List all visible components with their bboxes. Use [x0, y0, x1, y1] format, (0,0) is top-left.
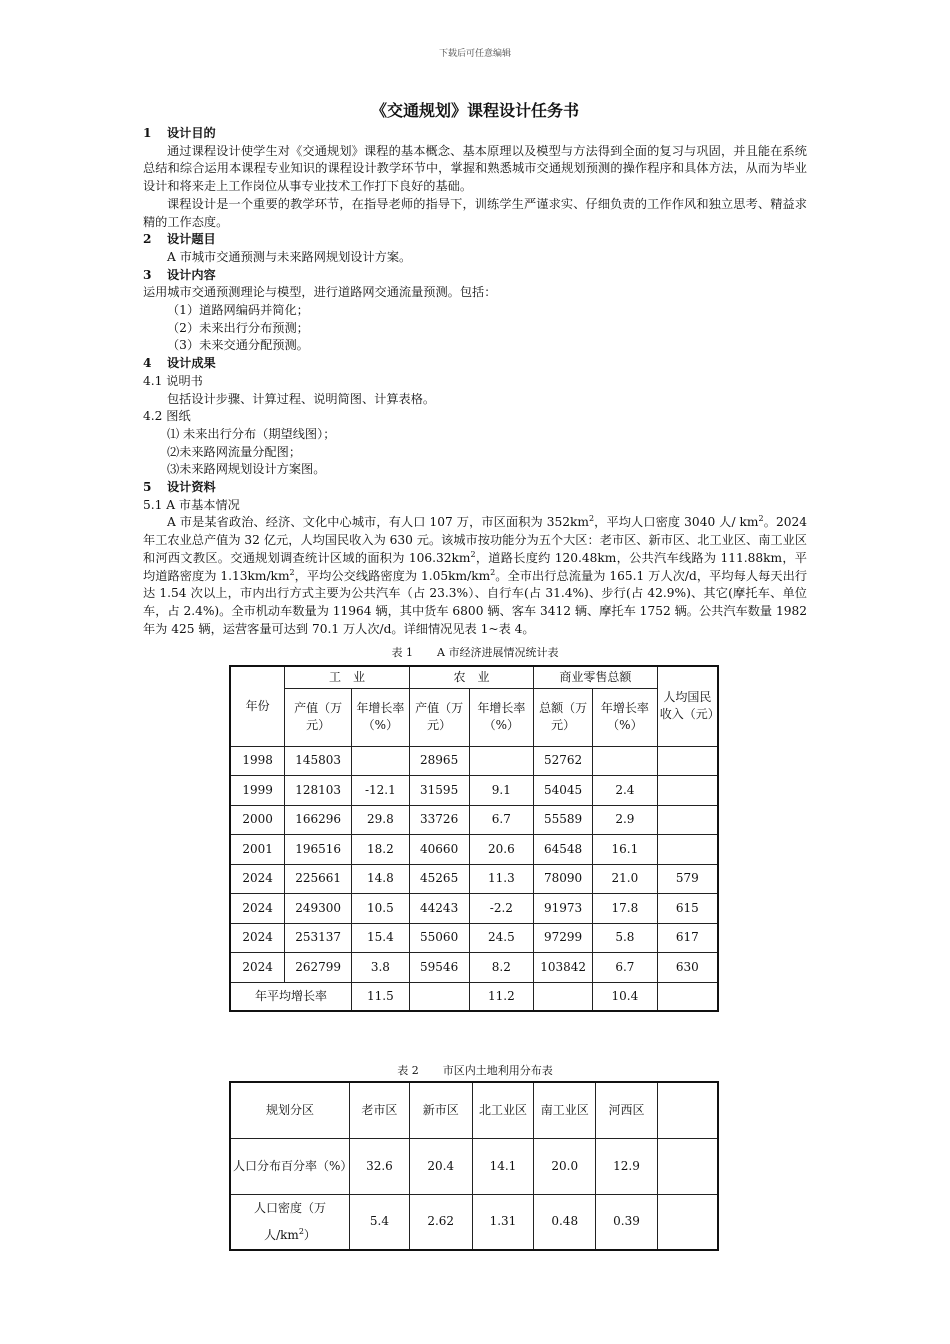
table-cell: 20.0 [534, 1138, 596, 1194]
section-5-heading: 5 设计资料 [143, 480, 216, 495]
table-cell: 9.1 [469, 776, 534, 806]
table-cell: 14.8 [352, 864, 410, 894]
section-4-2-heading: 4.2 图纸 [143, 409, 191, 424]
table-cell: 20.6 [469, 835, 534, 865]
table-cell: 10.5 [352, 894, 410, 924]
table-cell: 145803 [285, 746, 352, 776]
section-2-heading: 2 设计题目 [143, 232, 216, 247]
col-header: 南工业区 [534, 1082, 596, 1138]
economy-table [229, 665, 719, 1012]
table-cell: 21.0 [593, 864, 658, 894]
table-cell: 33726 [409, 805, 469, 835]
section-3-item: （3）未来交通分配预测。 [167, 338, 309, 353]
sub-header-value: 产值（万元） [285, 688, 352, 746]
table-cell [657, 1138, 718, 1194]
page-title: 《交通规划》课程设计任务书 [370, 101, 579, 120]
table-cell: -2.2 [469, 894, 534, 924]
table-cell: 617 [657, 923, 718, 953]
section-3-item: （1）道路网编码并简化； [167, 303, 309, 318]
table-cell: 55060 [409, 923, 469, 953]
table-cell: 8.2 [469, 953, 534, 983]
table-cell: 166296 [285, 805, 352, 835]
sub-header-growth: 年增长率（%） [469, 688, 534, 746]
table-cell: 59546 [409, 953, 469, 983]
table-row [230, 776, 718, 806]
document-body [143, 125, 807, 638]
table-cell: 45265 [409, 864, 469, 894]
col-header [657, 1082, 718, 1138]
table-cell: 615 [657, 894, 718, 924]
sub-header-growth: 年增长率（%） [352, 688, 410, 746]
sub-header-growth: 年增长率（%） [593, 688, 658, 746]
table-cell [409, 982, 469, 1011]
table-row [230, 1194, 718, 1250]
table-cell [657, 835, 718, 865]
col-header: 北工业区 [472, 1082, 534, 1138]
section-3-item: （2）未来出行分布预测； [167, 320, 309, 335]
table-row [230, 953, 718, 983]
section-5-1-heading: 5.1 A 市基本情况 [143, 497, 240, 512]
col-header-income: 人均国民收入（元） [657, 666, 718, 746]
table-cell: 630 [657, 953, 718, 983]
table-cell: 18.2 [352, 835, 410, 865]
table-cell: 91973 [534, 894, 593, 924]
table-cell: 128103 [285, 776, 352, 806]
table-cell: 3.8 [352, 953, 410, 983]
table-cell: 249300 [285, 894, 352, 924]
table-cell: 12.9 [596, 1138, 658, 1194]
table-row [230, 864, 718, 894]
table-row-average [230, 982, 718, 1011]
section-3-heading: 3 设计内容 [143, 267, 216, 282]
section-4-2-item: ⑴ 未来出行分布（期望线图）； [167, 426, 336, 441]
table-cell: 0.39 [596, 1194, 658, 1250]
table-cell [657, 1194, 718, 1250]
table-cell: 6.7 [469, 805, 534, 835]
table-cell: 40660 [409, 835, 469, 865]
table-cell: 1.31 [472, 1194, 534, 1250]
table-cell: 97299 [534, 923, 593, 953]
table-cell: 10.4 [593, 982, 658, 1011]
table-cell: 103842 [534, 953, 593, 983]
table-cell: -12.1 [352, 776, 410, 806]
table-cell [657, 776, 718, 806]
table-cell: 16.1 [593, 835, 658, 865]
sub-header-total: 总额（万元） [534, 688, 593, 746]
table-cell: 5.8 [593, 923, 658, 953]
group-header-agriculture: 农 业 [409, 666, 533, 688]
table-cell [657, 746, 718, 776]
year-cell: 1999 [230, 776, 285, 806]
table-cell: 64548 [534, 835, 593, 865]
table-cell [352, 746, 410, 776]
section-4-1-heading: 4.1 说明书 [143, 373, 203, 388]
table-cell: 5.4 [350, 1194, 410, 1250]
table-cell: 0.48 [534, 1194, 596, 1250]
land-use-table [229, 1081, 719, 1251]
table-cell: 11.2 [469, 982, 534, 1011]
table-cell: 196516 [285, 835, 352, 865]
table-cell [469, 746, 534, 776]
table-cell: 20.4 [409, 1138, 472, 1194]
col-header: 老市区 [350, 1082, 410, 1138]
col-header: 规划分区 [230, 1082, 350, 1138]
table-2-caption: 表 2 市区内土地利用分布表 [397, 1064, 553, 1077]
section-1-para-1: 通过课程设计使学生对《交通规划》课程的基本概念、基本原理以及模型与方法得到全面的复习与巩固，并且能在系统总结和综合运用本课程专业知识的课程设计教学环节中，掌握和熟悉城市交通规划预测的操作程序和具体方法，从而为毕业设计和将来走上工作岗位从事专业技术工作打下良好的基础。 [143, 143, 807, 194]
year-cell: 2024 [230, 894, 285, 924]
table-row [230, 894, 718, 924]
table-cell: 2.4 [593, 776, 658, 806]
table-cell [657, 982, 718, 1011]
group-header-retail: 商业零售总额 [534, 666, 658, 688]
section-2-para: A 市城市交通预测与未来路网规划设计方案。 [167, 249, 412, 264]
table-cell: 52762 [534, 746, 593, 776]
table-cell: 17.8 [593, 894, 658, 924]
table-cell: 2.9 [593, 805, 658, 835]
section-5-1-para: A 市是某省政治、经济、文化中心城市，有人口 107 万，市区面积为 $352km^2$，平均人口密度 3040 人/ $km^2$。2024 年工农业总产值为 32 亿元，人均国民收入为 630 元。该城市按功能分为五个大区：老市区、新市区、北工业区、南工业区和河西文教区。交通规划调查统计区域的面积为 $106.32km^2$，道路长度约 120.48km，公共汽车线路为 111.88km，平均道路密度为 $1.13km/km^2$，平均公交线路密度为 $1.05km/km^2$。全市出行总流量为 165.1 万人次/d，平均每人每天出行达 1.54 次以上，市内出行方式主要为公共汽车（占 23.3%）、自行车(占 31.4%)、步行(占 42.9%)、其它(摩托车、单位车，占 2.4%)。全市机动车数量为 11964 辆，其中货车 6800 辆、客车 3412 辆、摩托车 1752 辆。公共汽车数量 1982 年为 425 辆，运营客量可达到 70.1 万人次/d。详细情况见表 1~表 4。 [143, 514, 808, 636]
table-cell: 225661 [285, 864, 352, 894]
group-header-industry: 工 业 [285, 666, 410, 688]
row-label: 人口密度（万人$/km^2$） [230, 1194, 350, 1250]
section-1-heading: 1 设计目的 [143, 126, 216, 140]
table-cell: 2.62 [409, 1194, 472, 1250]
year-cell: 2000 [230, 805, 285, 835]
table-cell: 55589 [534, 805, 593, 835]
table-cell: 78090 [534, 864, 593, 894]
table-cell [657, 805, 718, 835]
year-cell: 2001 [230, 835, 285, 865]
year-cell: 2024 [230, 953, 285, 983]
year-cell: 2024 [230, 923, 285, 953]
table-row [230, 805, 718, 835]
table-cell: 29.8 [352, 805, 410, 835]
table-cell: 253137 [285, 923, 352, 953]
table-row [230, 923, 718, 953]
row-label: 人口分布百分率（%） [230, 1138, 350, 1194]
sub-header-value: 产值（万元） [409, 688, 469, 746]
table-cell: 579 [657, 864, 718, 894]
section-4-2-item: ⑶未来路网规划设计方案图。 [167, 462, 326, 477]
table-cell: 32.6 [350, 1138, 410, 1194]
table-row [230, 835, 718, 865]
header-note: 下载后可任意编辑 [438, 49, 511, 59]
table-cell: 11.5 [352, 982, 410, 1011]
table-1-caption: 表 1 A 市经济进展情况统计表 [391, 646, 559, 659]
table-cell: 31595 [409, 776, 469, 806]
section-4-2-item: ⑵未来路网流量分配图； [167, 444, 302, 459]
year-cell: 1998 [230, 746, 285, 776]
section-4-1-text: 包括设计步骤、计算过程、说明简图、计算表格。 [167, 391, 436, 406]
table-cell [534, 982, 593, 1011]
section-4-heading: 4 设计成果 [143, 356, 216, 371]
table-cell: 44243 [409, 894, 469, 924]
year-cell: 2024 [230, 864, 285, 894]
table-cell: 24.5 [469, 923, 534, 953]
table-row [230, 746, 718, 776]
table-cell: 11.3 [469, 864, 534, 894]
col-header: 河西区 [596, 1082, 658, 1138]
table-cell: 28965 [409, 746, 469, 776]
col-header: 新市区 [409, 1082, 472, 1138]
table-cell: 54045 [534, 776, 593, 806]
table-cell: 15.4 [352, 923, 410, 953]
avg-label: 年平均增长率 [230, 982, 352, 1011]
table-row [230, 1138, 718, 1194]
section-3-para: 运用城市交通预测理论与模型，进行道路网交通流量预测。包括： [143, 285, 497, 300]
section-1-para-2: 课程设计是一个重要的教学环节，在指导老师的指导下，训练学生严谨求实、仔细负责的工作作风和独立思考、精益求精的工作态度。 [143, 196, 807, 229]
col-header-year: 年份 [230, 666, 285, 746]
table-cell: 6.7 [593, 953, 658, 983]
table-cell [593, 746, 658, 776]
table-cell: 262799 [285, 953, 352, 983]
table-cell: 14.1 [472, 1138, 534, 1194]
